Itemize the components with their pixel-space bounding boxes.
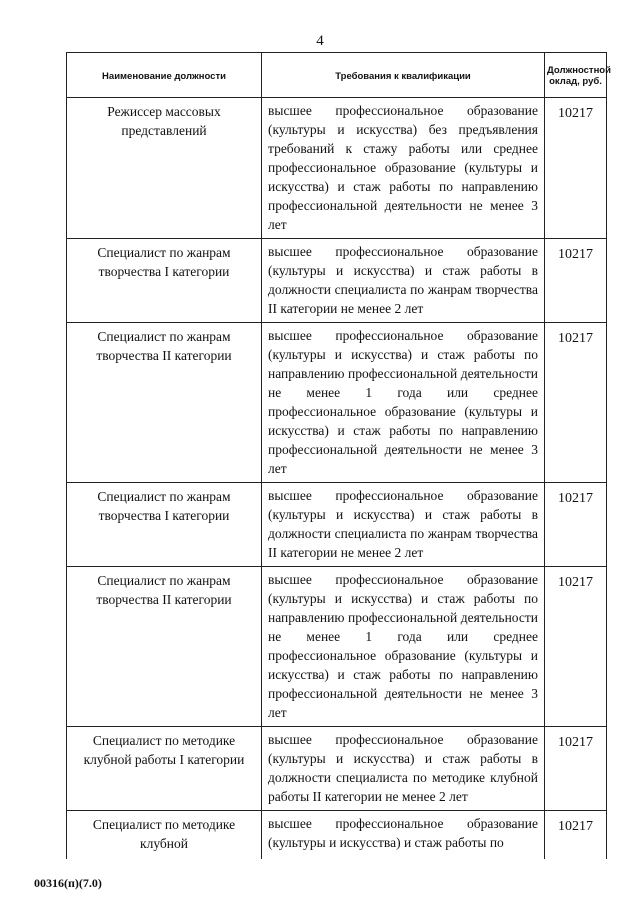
form-code: 00316(п)(7.0) <box>34 876 102 890</box>
position-name-cell: Режиссер массовых представлений <box>67 98 262 239</box>
position-name-cell: Специалист по жанрам творчества I категории <box>67 483 262 567</box>
header-requirements: Требования к квалификации <box>262 53 545 98</box>
table-row <box>67 811 607 860</box>
salary-cell: 10217 <box>545 98 607 239</box>
table-header-row <box>67 53 607 98</box>
requirements-cell: высшее профессиональное образование (культуры и искусства) и стаж работы в должности специалиста по методике клубной работы II категории не менее 2 лет <box>262 727 545 811</box>
position-name-cell: Специалист по жанрам творчества I категории <box>67 239 262 323</box>
table-row <box>67 483 607 567</box>
qualification-table <box>66 52 611 859</box>
table-row <box>67 98 607 239</box>
salary-cell: 10217 <box>545 811 607 860</box>
position-name-cell: Специалист по жанрам творчества II категории <box>67 567 262 727</box>
table-row <box>67 567 607 727</box>
position-name-cell: Специалист по методике клубной работы I категории <box>67 727 262 811</box>
salary-cell: 10217 <box>545 727 607 811</box>
page-number: 4 <box>316 33 324 49</box>
requirements-cell: высшее профессиональное образование (культуры и искусства) и стаж работы по <box>262 811 545 860</box>
position-name-cell: Специалист по методике клубной <box>67 811 262 860</box>
requirements-cell: высшее профессиональное образование (культуры и искусства) и стаж работы по направлению профессиональной деятельности не менее 1 года или среднее профессиональное образование (культуры и искусства) и стаж работы по направлению профессиональной деятельности не менее 3 лет <box>262 323 545 483</box>
requirements-cell: высшее профессиональное образование (культуры и искусства) и стаж работы в должности специалиста по жанрам творчества II категории не менее 2 лет <box>262 483 545 567</box>
position-name-cell: Специалист по жанрам творчества II категории <box>67 323 262 483</box>
table-row <box>67 323 607 483</box>
salary-cell: 10217 <box>545 483 607 567</box>
table-row <box>67 727 607 811</box>
salary-cell: 10217 <box>545 323 607 483</box>
requirements-cell: высшее профессиональное образование (культуры и искусства) и стаж работы по направлению профессиональной деятельности не менее 1 года или среднее профессиональное образование (культуры и искусства) и стаж работы по направлению профессиональной деятельности не менее 3 лет <box>262 567 545 727</box>
header-position-name: Наименование должности <box>67 53 262 98</box>
requirements-cell: высшее профессиональное образование (культуры и искусства) без предъявления требований к стажу работы или среднее профессиональное образование (культуры и искусства) и стаж работы по направлению профессиональной деятельности не менее 3 лет <box>262 98 545 239</box>
requirements-cell: высшее профессиональное образование (культуры и искусства) и стаж работы в должности специалиста по жанрам творчества II категории не менее 2 лет <box>262 239 545 323</box>
header-salary: Должностной оклад, руб. <box>545 53 607 98</box>
table-row <box>67 239 607 323</box>
salary-cell: 10217 <box>545 239 607 323</box>
salary-cell: 10217 <box>545 567 607 727</box>
